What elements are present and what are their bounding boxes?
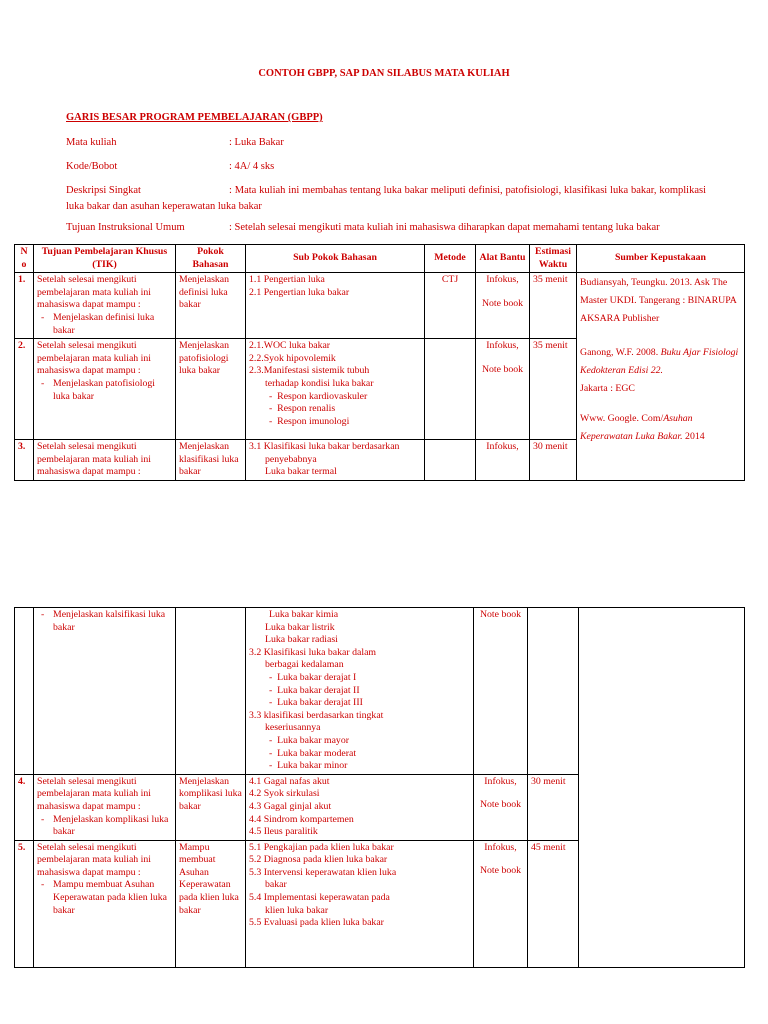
source-1: Budiansyah, Teungku. 2013. Ask The Master UKDI. Tangerang : BINARUPA AKSARA Publisher xyxy=(580,277,737,325)
row-number: 3. xyxy=(15,440,34,481)
gbpp-table-page1 xyxy=(14,244,745,481)
sub-item: Luka bakar listrik xyxy=(265,621,335,633)
tik-item: Menjelaskan komplikasi luka bakar xyxy=(53,813,169,838)
gbpp-table-page2 xyxy=(14,607,745,968)
sub-item: Respon renalis xyxy=(277,403,336,415)
header-no: N o xyxy=(15,245,34,273)
pokok-cell: Menjelaskan klasifikasi luka bakar xyxy=(176,440,246,481)
sub-item: 2.3.Manifestasi sistemik tubuh xyxy=(249,365,370,377)
tik-text: Setelah selesai mengikuti pembelajaran mata kuliah ini mahasiswa dapat mampu : xyxy=(37,775,151,812)
alat-item: Infokus, xyxy=(484,775,517,787)
estimasi-cell: 30 menit xyxy=(528,774,579,840)
estimasi-cell: 30 menit xyxy=(530,440,577,481)
alat-cell xyxy=(474,774,528,840)
sub-cell xyxy=(246,273,425,339)
row-number: 5. xyxy=(15,840,34,967)
alat-item: Note book xyxy=(481,363,524,375)
sub-item: klien luka bakar xyxy=(265,904,329,916)
sub-item: bakar xyxy=(265,879,287,891)
gbpp-heading: GARIS BESAR PROGRAM PEMBELAJARAN (GBPP) xyxy=(66,112,323,123)
table-row xyxy=(15,273,745,339)
sub-item: 5.1 Pengkajian pada klien luka bakar xyxy=(249,841,394,853)
sub-item: keseriusannya xyxy=(265,722,321,734)
sub-item: 3.1 Klasifikasi luka bakar berdasarkan xyxy=(249,441,400,453)
tik-item: Menjelaskan definisi luka bakar xyxy=(53,311,155,336)
sub-item: 2.2.Syok hipovolemik xyxy=(249,352,336,364)
sub-item: berbagai kedalaman xyxy=(265,659,344,671)
header-estimasi: Estimasi Waktu xyxy=(530,245,577,273)
estimasi-cell: 35 menit xyxy=(530,273,577,339)
alat-cell xyxy=(474,840,528,967)
header-sub: Sub Pokok Bahasan xyxy=(246,245,425,273)
pokok-cell: Mampu membuat Asuhan Keperawatan pada klien luka bakar xyxy=(176,840,246,967)
tik-cell: Setelah selesai mengikuti pembelajaran mata kuliah ini mahasiswa dapat mampu : - Mampu membuat Asuhan Keperawatan pada klien luka bakar xyxy=(34,840,176,967)
sub-item: 3.2 Klasifikasi luka bakar dalam xyxy=(249,646,377,658)
field-label-kode-bobot: Kode/Bobot xyxy=(66,161,118,172)
sub-item: Luka bakar kimia xyxy=(269,609,339,620)
tik-item: Mampu membuat Asuhan Keperawatan pada klien luka bakar xyxy=(53,879,167,916)
metode-cell xyxy=(425,339,476,440)
metode-cell xyxy=(425,440,476,481)
sub-item: 3.3 klasifikasi berdasarkan tingkat xyxy=(249,709,384,721)
field-value-mata-kuliah: : Luka Bakar xyxy=(229,137,284,148)
alat-item: Infokus, xyxy=(484,841,517,853)
row-number: 4. xyxy=(15,774,34,840)
alat-cell xyxy=(476,273,530,339)
tik-text: Setelah selesai mengikuti pembelajaran mata kuliah ini mahasiswa dapat mampu : xyxy=(37,340,151,377)
sub-item: 5.5 Evaluasi pada klien luka bakar xyxy=(249,917,384,929)
sub-item: Luka bakar derajat III xyxy=(277,697,363,709)
metode-cell: CTJ xyxy=(425,273,476,339)
pokok-cell xyxy=(176,608,246,775)
sumber-cell xyxy=(579,608,745,968)
sub-item: 4.3 Gagal ginjal akut xyxy=(249,800,332,812)
tiu-label: Tujuan Instruksional Umum xyxy=(66,222,185,233)
header-metode: Metode xyxy=(425,245,476,273)
alat-cell xyxy=(476,339,530,440)
source-3: Www. Google. Com/Asuhan Keperawatan Luka Bakar. 2014 xyxy=(580,413,705,443)
sumber-cell xyxy=(577,273,745,481)
sub-cell: Luka bakar kimia Luka bakar listrik Luka bakar radiasi 3.2 Klasifikasi luka bakar dalam berbagai kedalaman - Luka bakar derajat I - Luka bakar derajat II - Luka bakar derajat III 3.3 klasifikasi berdasarkan tingkat keseriusannya - Luka bakar mayor - Luka bakar moderat - Luka bakar minor xyxy=(246,608,474,775)
header-pokok: Pokok Bahasan xyxy=(176,245,246,273)
sub-item: Luka bakar derajat I xyxy=(277,671,357,683)
sub-item: 2.1 Pengertian luka bakar xyxy=(249,286,350,298)
sub-item: 4.1 Gagal nafas akut xyxy=(249,775,330,787)
sub-item: Luka bakar derajat II xyxy=(277,684,360,696)
tik-cell: - Menjelaskan kalsifikasi luka bakar xyxy=(34,608,176,775)
pokok-cell: Menjelaskan definisi luka bakar xyxy=(176,273,246,339)
header-alat: Alat Bantu xyxy=(476,245,530,273)
tik-cell: Setelah selesai mengikuti pembelajaran mata kuliah ini mahasiswa dapat mampu : - Menjelaskan patofisiologi luka bakar xyxy=(34,339,176,440)
sub-cell xyxy=(246,440,425,481)
row-number xyxy=(15,608,34,775)
sub-item: Luka bakar radiasi xyxy=(265,634,338,646)
row-number: 2. xyxy=(15,339,34,440)
description-label: Deskripsi Singkat xyxy=(66,185,141,196)
field-label-mata-kuliah: Mata kuliah xyxy=(66,137,117,148)
header-tik: Tujuan Pembelajaran Khusus (TIK) xyxy=(34,245,176,273)
estimasi-cell: 45 menit xyxy=(528,840,579,967)
sub-item: Luka bakar termal xyxy=(265,466,337,478)
alat-cell: Note book xyxy=(474,608,528,775)
pokok-cell: Menjelaskan patofisiologi luka bakar xyxy=(176,339,246,440)
sub-item: Luka bakar moderat xyxy=(277,747,357,759)
sub-cell xyxy=(246,840,474,967)
field-value-kode-bobot: : 4A/ 4 sks xyxy=(229,161,275,172)
pokok-cell: Menjelaskan komplikasi luka bakar xyxy=(176,774,246,840)
tik-cell: Setelah selesai mengikuti pembelajaran mata kuliah ini mahasiswa dapat mampu : - Menjelaskan definisi luka bakar xyxy=(34,273,176,339)
sub-item: 4.5 Ileus paralitik xyxy=(249,826,318,838)
estimasi-cell: 35 menit xyxy=(530,339,577,440)
sub-item: 1.1 Pengertian luka xyxy=(249,274,325,286)
tik-cell: Setelah selesai mengikuti pembelajaran mata kuliah ini mahasiswa dapat mampu : xyxy=(34,440,176,481)
sub-cell xyxy=(246,774,474,840)
sub-item: Luka bakar minor xyxy=(277,760,348,772)
alat-item: Infokus, xyxy=(486,340,519,352)
sub-item: 5.4 Implementasi keperawatan pada xyxy=(249,892,390,904)
alat-item: Note book xyxy=(479,799,522,811)
description-block xyxy=(66,183,706,215)
sub-item: penyebabnya xyxy=(265,453,317,465)
description-value: : Mata kuliah ini membahas tentang luka bakar meliputi definisi, patofisiologi, klasifikasi luka bakar, komplikasi luka bakar dan asuhan keperawatan luka bakar xyxy=(66,185,706,212)
estimasi-cell xyxy=(528,608,579,775)
sub-item: 5.2 Diagnosa pada klien luka bakar xyxy=(249,854,388,866)
sub-cell: 2.1.WOC luka bakar 2.2.Syok hipovolemik 2.3.Manifestasi sistemik tubuh terhadap kondisi luka bakar - Respon kardiovaskuler - Respon renalis - Respon imunologi xyxy=(246,339,425,440)
sub-item: 4.2 Syok sirkulasi xyxy=(249,788,320,800)
source-2: Ganong, W.F. 2008. Buku Ajar Fisiologi Kedokteran Edisi 22. Jakarta : EGC xyxy=(580,347,739,395)
sub-item: 2.1.WOC luka bakar xyxy=(249,340,331,352)
sub-item: terhadap kondisi luka bakar xyxy=(265,377,374,389)
sub-item: Respon kardiovaskuler xyxy=(277,390,368,402)
alat-cell xyxy=(476,440,530,481)
table-row xyxy=(15,608,745,775)
alat-item: Infokus, xyxy=(486,441,519,453)
tik-text: Setelah selesai mengikuti pembelajaran mata kuliah ini mahasiswa dapat mampu : xyxy=(37,274,151,311)
sub-item: 4.4 Sindrom kompartemen xyxy=(249,813,354,825)
tik-item: Menjelaskan kalsifikasi luka bakar xyxy=(53,609,166,633)
sub-item: Respon imunologi xyxy=(277,415,350,427)
alat-item: Note book xyxy=(481,297,524,309)
tik-text: Setelah selesai mengikuti pembelajaran mata kuliah ini mahasiswa dapat mampu : xyxy=(37,841,151,878)
alat-item: Note book xyxy=(479,865,522,877)
tik-item: Menjelaskan patofisiologi luka bakar xyxy=(53,377,156,402)
header-sumber: Sumber Kepustakaan xyxy=(577,245,745,273)
sub-item: Luka bakar mayor xyxy=(277,734,349,746)
document-title: CONTOH GBPP, SAP DAN SILABUS MATA KULIAH xyxy=(258,68,510,79)
sub-item: 5.3 Intervensi keperawatan klien luka xyxy=(249,866,397,878)
tik-cell: Setelah selesai mengikuti pembelajaran mata kuliah ini mahasiswa dapat mampu : - Menjelaskan komplikasi luka bakar xyxy=(34,774,176,840)
alat-item: Infokus, xyxy=(486,274,519,286)
tiu-value: : Setelah selesai mengikuti mata kuliah ini mahasiswa diharapkan dapat memahami tentang luka bakar xyxy=(229,222,660,233)
row-number: 1. xyxy=(15,273,34,339)
